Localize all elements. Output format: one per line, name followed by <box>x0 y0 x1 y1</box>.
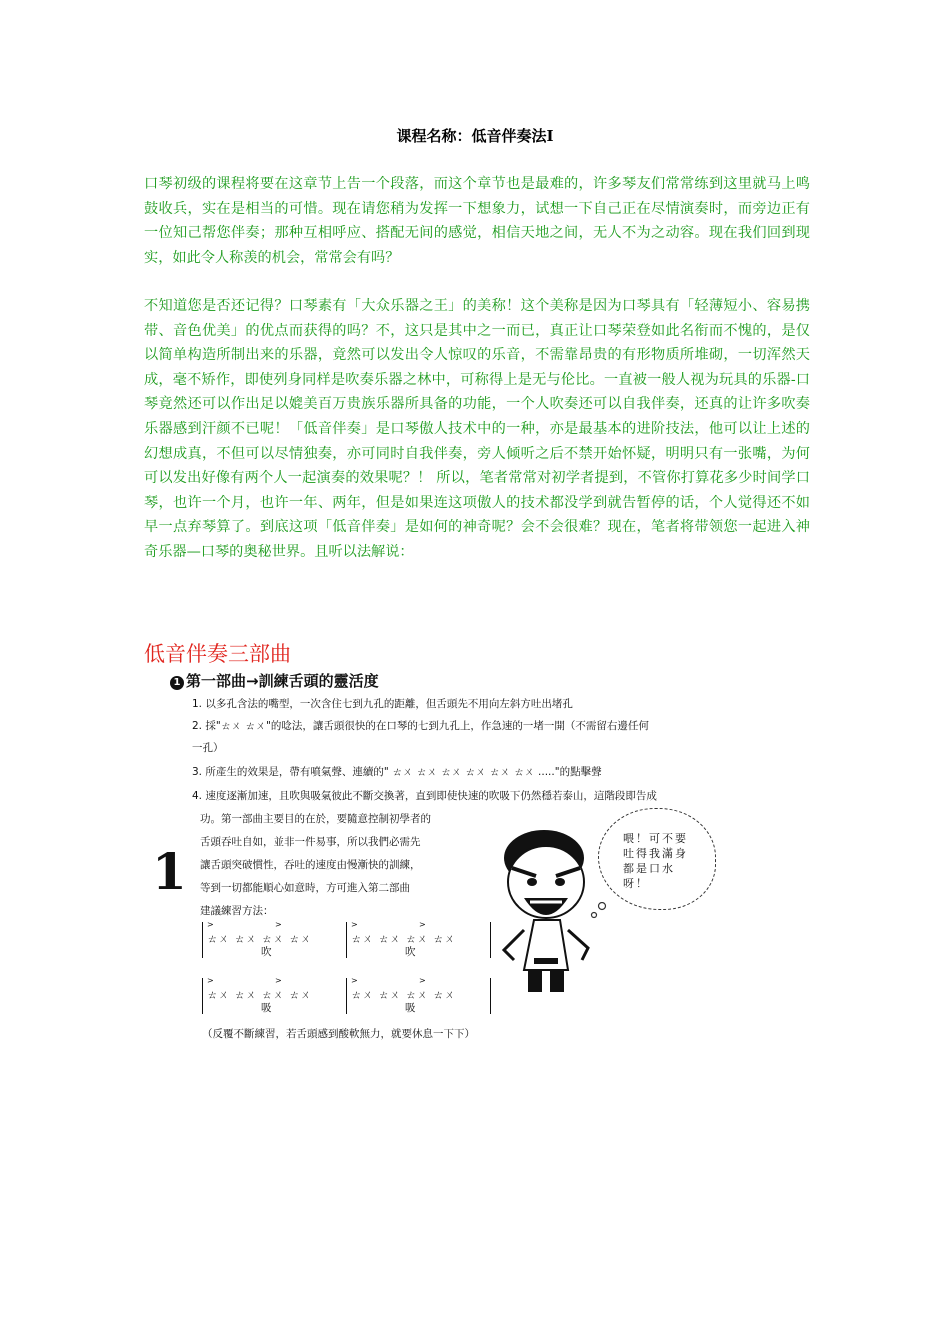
measure: > > ㄊㄨ ㄊㄨ ㄊㄨ ㄊㄨ 吹 <box>207 920 313 958</box>
intro-paragraph: 口琴初级的课程将要在这章节上告一个段落，而这个章节也是最难的，许多琴友们常常练到这里就马上鸣鼓收兵，实在是相当的可惜。现在请您稍为发挥一下想象力，试想一下自己正在尽情演奏时，而旁边正有一位知己帮您伴奏；那种互相呼应、搭配无间的感觉，相信天地之间，无人不为之动容。现在我们回到现实，如此令人称羡的机会，常常会有吗？ <box>144 176 810 266</box>
big-number-one: 1 <box>152 842 187 901</box>
draw-label: 吸 <box>405 1002 416 1014</box>
measure: > > ㄊㄨ ㄊㄨ ㄊㄨ ㄊㄨ 吸 <box>351 976 457 1014</box>
syllables: ㄊㄨ ㄊㄨ ㄊㄨ ㄊㄨ <box>351 933 457 945</box>
step-1: 1. 以多孔含法的嘴型，一次含住七到九孔的距離，但舌頭先不用向左斜方吐出堵孔 <box>192 698 573 710</box>
part-heading <box>170 670 379 691</box>
blow-label: 吹 <box>261 946 272 958</box>
page-title: 课程名称：低音伴奏法Ⅰ <box>396 127 554 145</box>
body-paragraph: 不知道您是否还记得？口琴素有「大众乐器之王」的美称！这个美称是因为口琴具有「轻薄短小、容易携带、音色优美」的优点而获得的吗？不，这只是其中之一而已，真正让口琴荣登如此名衔而不愧的，是仅以简单构造所制出来的乐器，竟然可以发出令人惊叹的乐音，不需靠昂贵的有形物质所堆砌，一切浑然天成，毫不矫作，即使列身同样是吹奏乐器之林中，可称得上是无与伦比。一直被一般人视为玩具的乐器-口琴竟然还可以作出足以媲美百万贵族乐器所具备的功能，一个人吹奏还可以自我伴奏，还真的让许多吹奏乐器感到汗颜不已呢！「低音伴奏」是口琴傲人技术中的一种，亦是最基本的进阶技法，他可以让上述的幻想成真，不但可以尽情独奏，亦可同时自我伴奏，旁人倾听之后不禁开始怀疑，明明只有一张嘴，为何可以发出好像有两个人一起演奏的效果呢？！ 所以，笔者常常对初学者提到，不管你打算花多少时间学口琴，也许一个月，也许一年、两年，但是如果连这项傲人的技术都没学到就告暂停的话，个人觉得还不如早一点弃琴算了。到底这项「低音伴奏」是如何的神奇呢？会不会很难？现在，笔者将带领您一起进入神奇乐器—口琴的奥秘世界。且听以法解说： <box>144 298 810 560</box>
speech-bubble <box>598 808 716 910</box>
syllables: ㄊㄨ ㄊㄨ ㄊㄨ ㄊㄨ <box>207 989 313 1001</box>
practice-note: （反覆不斷練習，若舌頭感到酸軟無力，就要休息一下下） <box>202 1028 475 1040</box>
step-4-cont: 功。第一部曲主要目的在於，要隨意控制初學者的 <box>200 813 431 825</box>
exercise-row-blow <box>202 922 491 958</box>
thought-dots-icon <box>588 902 608 920</box>
step-4: 4. 速度逐漸加速，且吹與吸氣彼此不斷交換著，直到即使快速的吹吸下仍然穩若泰山，這階段即告成 <box>192 790 657 802</box>
section-title: 低音伴奏三部曲 <box>144 642 291 666</box>
step-4-cont-3: 讓舌頭突破慣性，吞吐的速度由慢漸快的訓練， <box>200 859 421 871</box>
part-heading-text: 第一部曲→訓練舌頭的靈活度 <box>186 672 379 690</box>
measure: > > ㄊㄨ ㄊㄨ ㄊㄨ ㄊㄨ 吸 <box>207 976 313 1014</box>
step-4-cont-4: 等到一切都能順心如意時，方可進入第二部曲 <box>200 882 410 894</box>
draw-label: 吸 <box>261 1002 272 1014</box>
step-3: 3. 所產生的效果是，帶有噴氣聲、連續的" ㄊㄨ ㄊㄨ ㄊㄨ ㄊㄨ ㄊㄨ ㄊㄨ ....."的點擊聲 <box>192 766 602 778</box>
step-2-cont: 一孔） <box>192 742 224 754</box>
speech-bubble-text: 喂！可不要吐得我滿身都是口水呀！ <box>623 832 688 890</box>
exercise-row-draw <box>202 978 491 1014</box>
syllables: ㄊㄨ ㄊㄨ ㄊㄨ ㄊㄨ <box>351 989 457 1001</box>
step-2: 2. 採"ㄊㄨ ㄊㄨ"的唸法，讓舌頭很快的在口琴的七到九孔上，作急速的一堵一開（不需留右邊任何 <box>192 720 649 732</box>
syllables: ㄊㄨ ㄊㄨ ㄊㄨ ㄊㄨ <box>207 933 313 945</box>
measure: > > ㄊㄨ ㄊㄨ ㄊㄨ ㄊㄨ 吹 <box>351 920 457 958</box>
practice-method-label: 建議練習方法： <box>200 905 274 917</box>
step-4-cont-2: 舌頭吞吐自如，並非一件易事，所以我們必需先 <box>200 836 421 848</box>
blow-label: 吹 <box>405 946 416 958</box>
scanned-figure <box>152 670 754 1045</box>
number-bullet-icon: 1 <box>170 676 184 690</box>
